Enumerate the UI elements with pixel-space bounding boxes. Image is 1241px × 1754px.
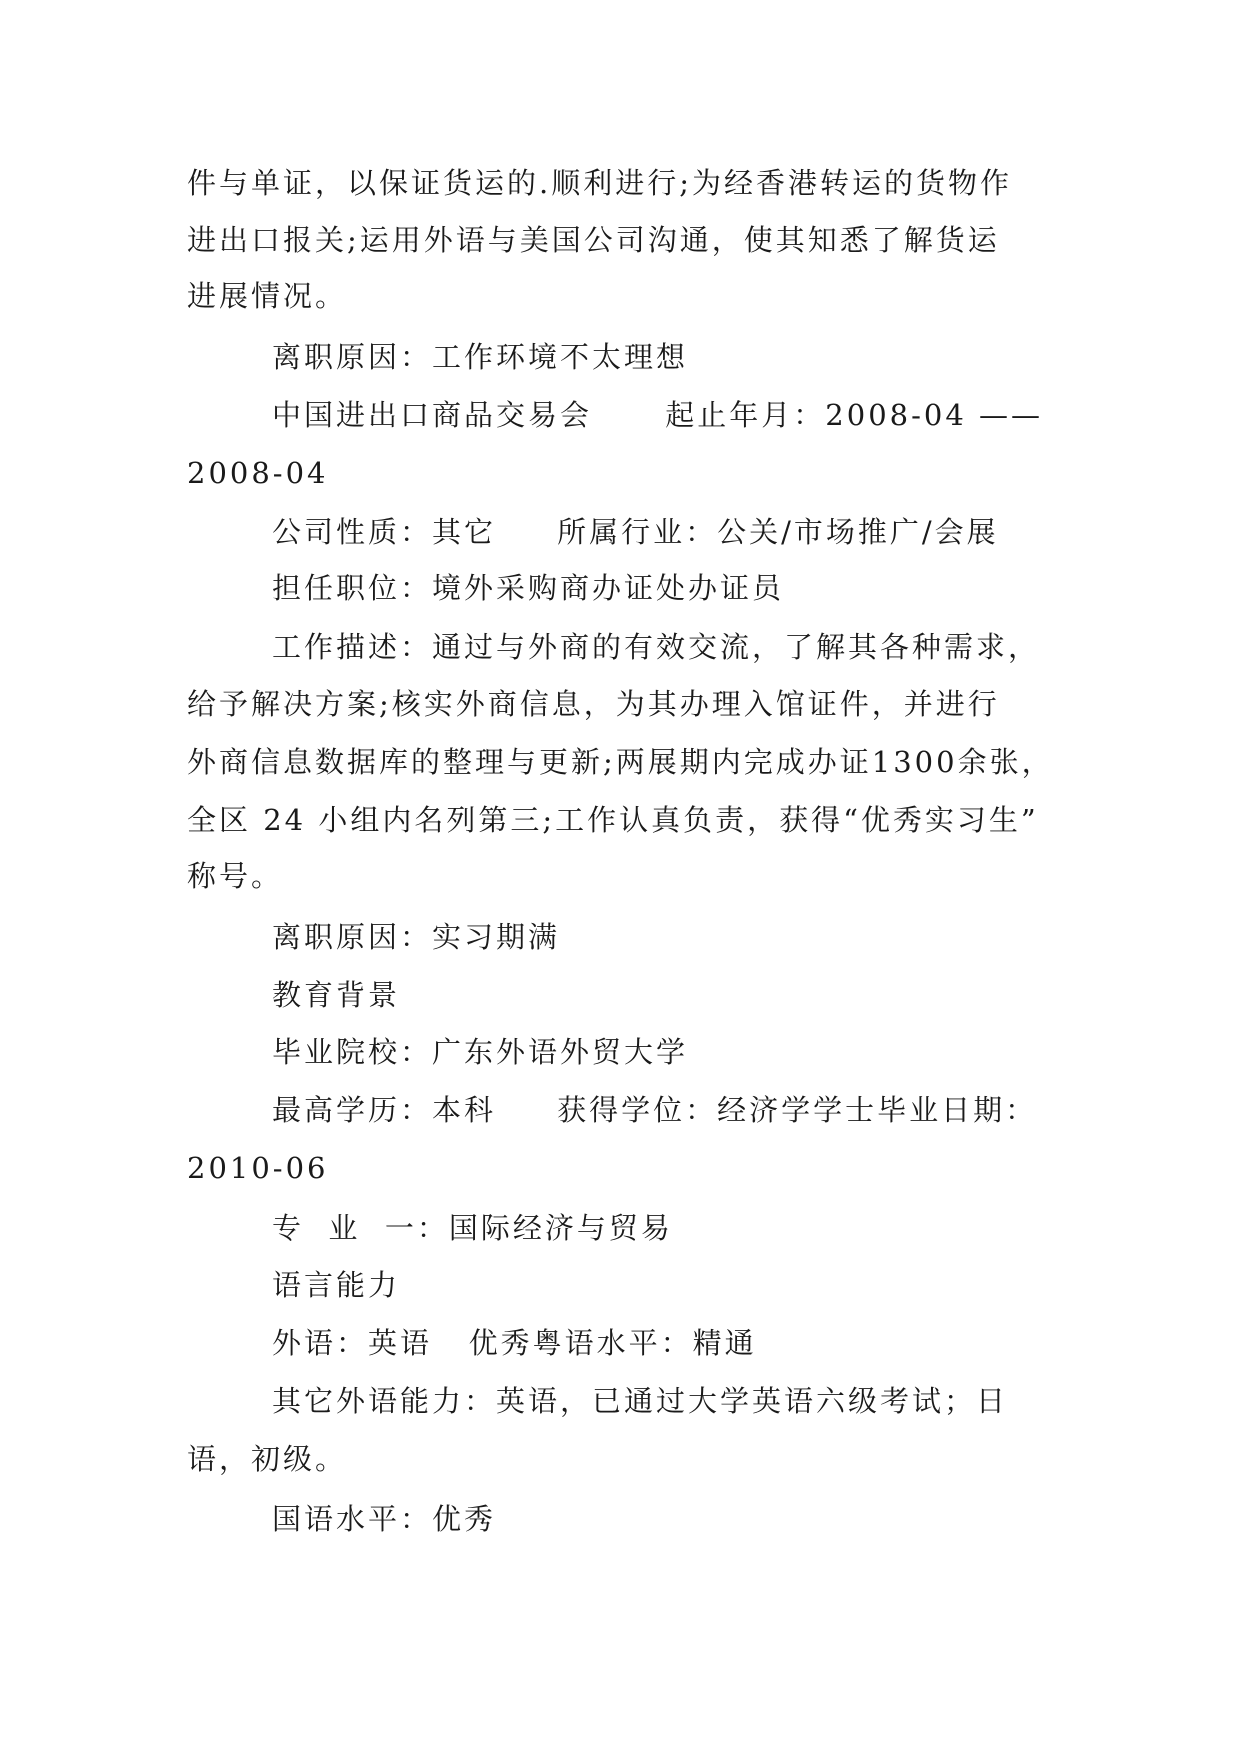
text-line: 其它外语能力：英语，已通过大学英语六级考试；日 (272, 1384, 1009, 1418)
text-line: 全区 24 小组内名列第三;工作认真负责，获得“优秀实习生” (187, 803, 1039, 837)
text-line: 进展情况。 (187, 279, 348, 313)
text-line: 中国进出口商品交易会 起止年月：2008-04 —— (272, 398, 1044, 432)
text-line: 毕业院校：广东外语外贸大学 (272, 1035, 689, 1069)
text-line: 称号。 (187, 859, 284, 893)
text-line: 工作描述：通过与外商的有效交流，了解其各种需求， (272, 630, 1041, 664)
text-line: 件与单证，以保证货运的.顺利进行;为经香港转运的货物作 (187, 166, 1012, 200)
text-line: 担任职位：境外采购商办证处办证员 (272, 571, 785, 605)
text-line: 2010-06 (187, 1151, 329, 1185)
text-line: 国语水平：优秀 (272, 1502, 497, 1536)
text-line: 语，初级。 (187, 1442, 348, 1476)
text-line: 公司性质：其它 所属行业：公关/市场推广/会展 (272, 515, 999, 549)
section-heading: 语言能力 (272, 1268, 401, 1302)
text-line: 离职原因：工作环境不太理想 (272, 340, 689, 374)
section-heading: 教育背景 (272, 978, 401, 1012)
text-line: 给予解决方案;核实外商信息，为其办理入馆证件，并进行 (187, 687, 1000, 721)
text-line: 外语：英语 优秀粤语水平：精通 (272, 1326, 757, 1360)
text-line: 外商信息数据库的整理与更新;两展期内完成办证1300余张， (187, 745, 1054, 779)
text-line: 专 业 一：国际经济与贸易 (272, 1211, 673, 1245)
text-line: 最高学历：本科 获得学位：经济学学士毕业日期： (272, 1093, 1038, 1127)
text-line: 进出口报关;运用外语与美国公司沟通，使其知悉了解货运 (187, 223, 1000, 257)
text-line: 2008-04 (187, 456, 329, 490)
text-line: 离职原因：实习期满 (272, 920, 561, 954)
